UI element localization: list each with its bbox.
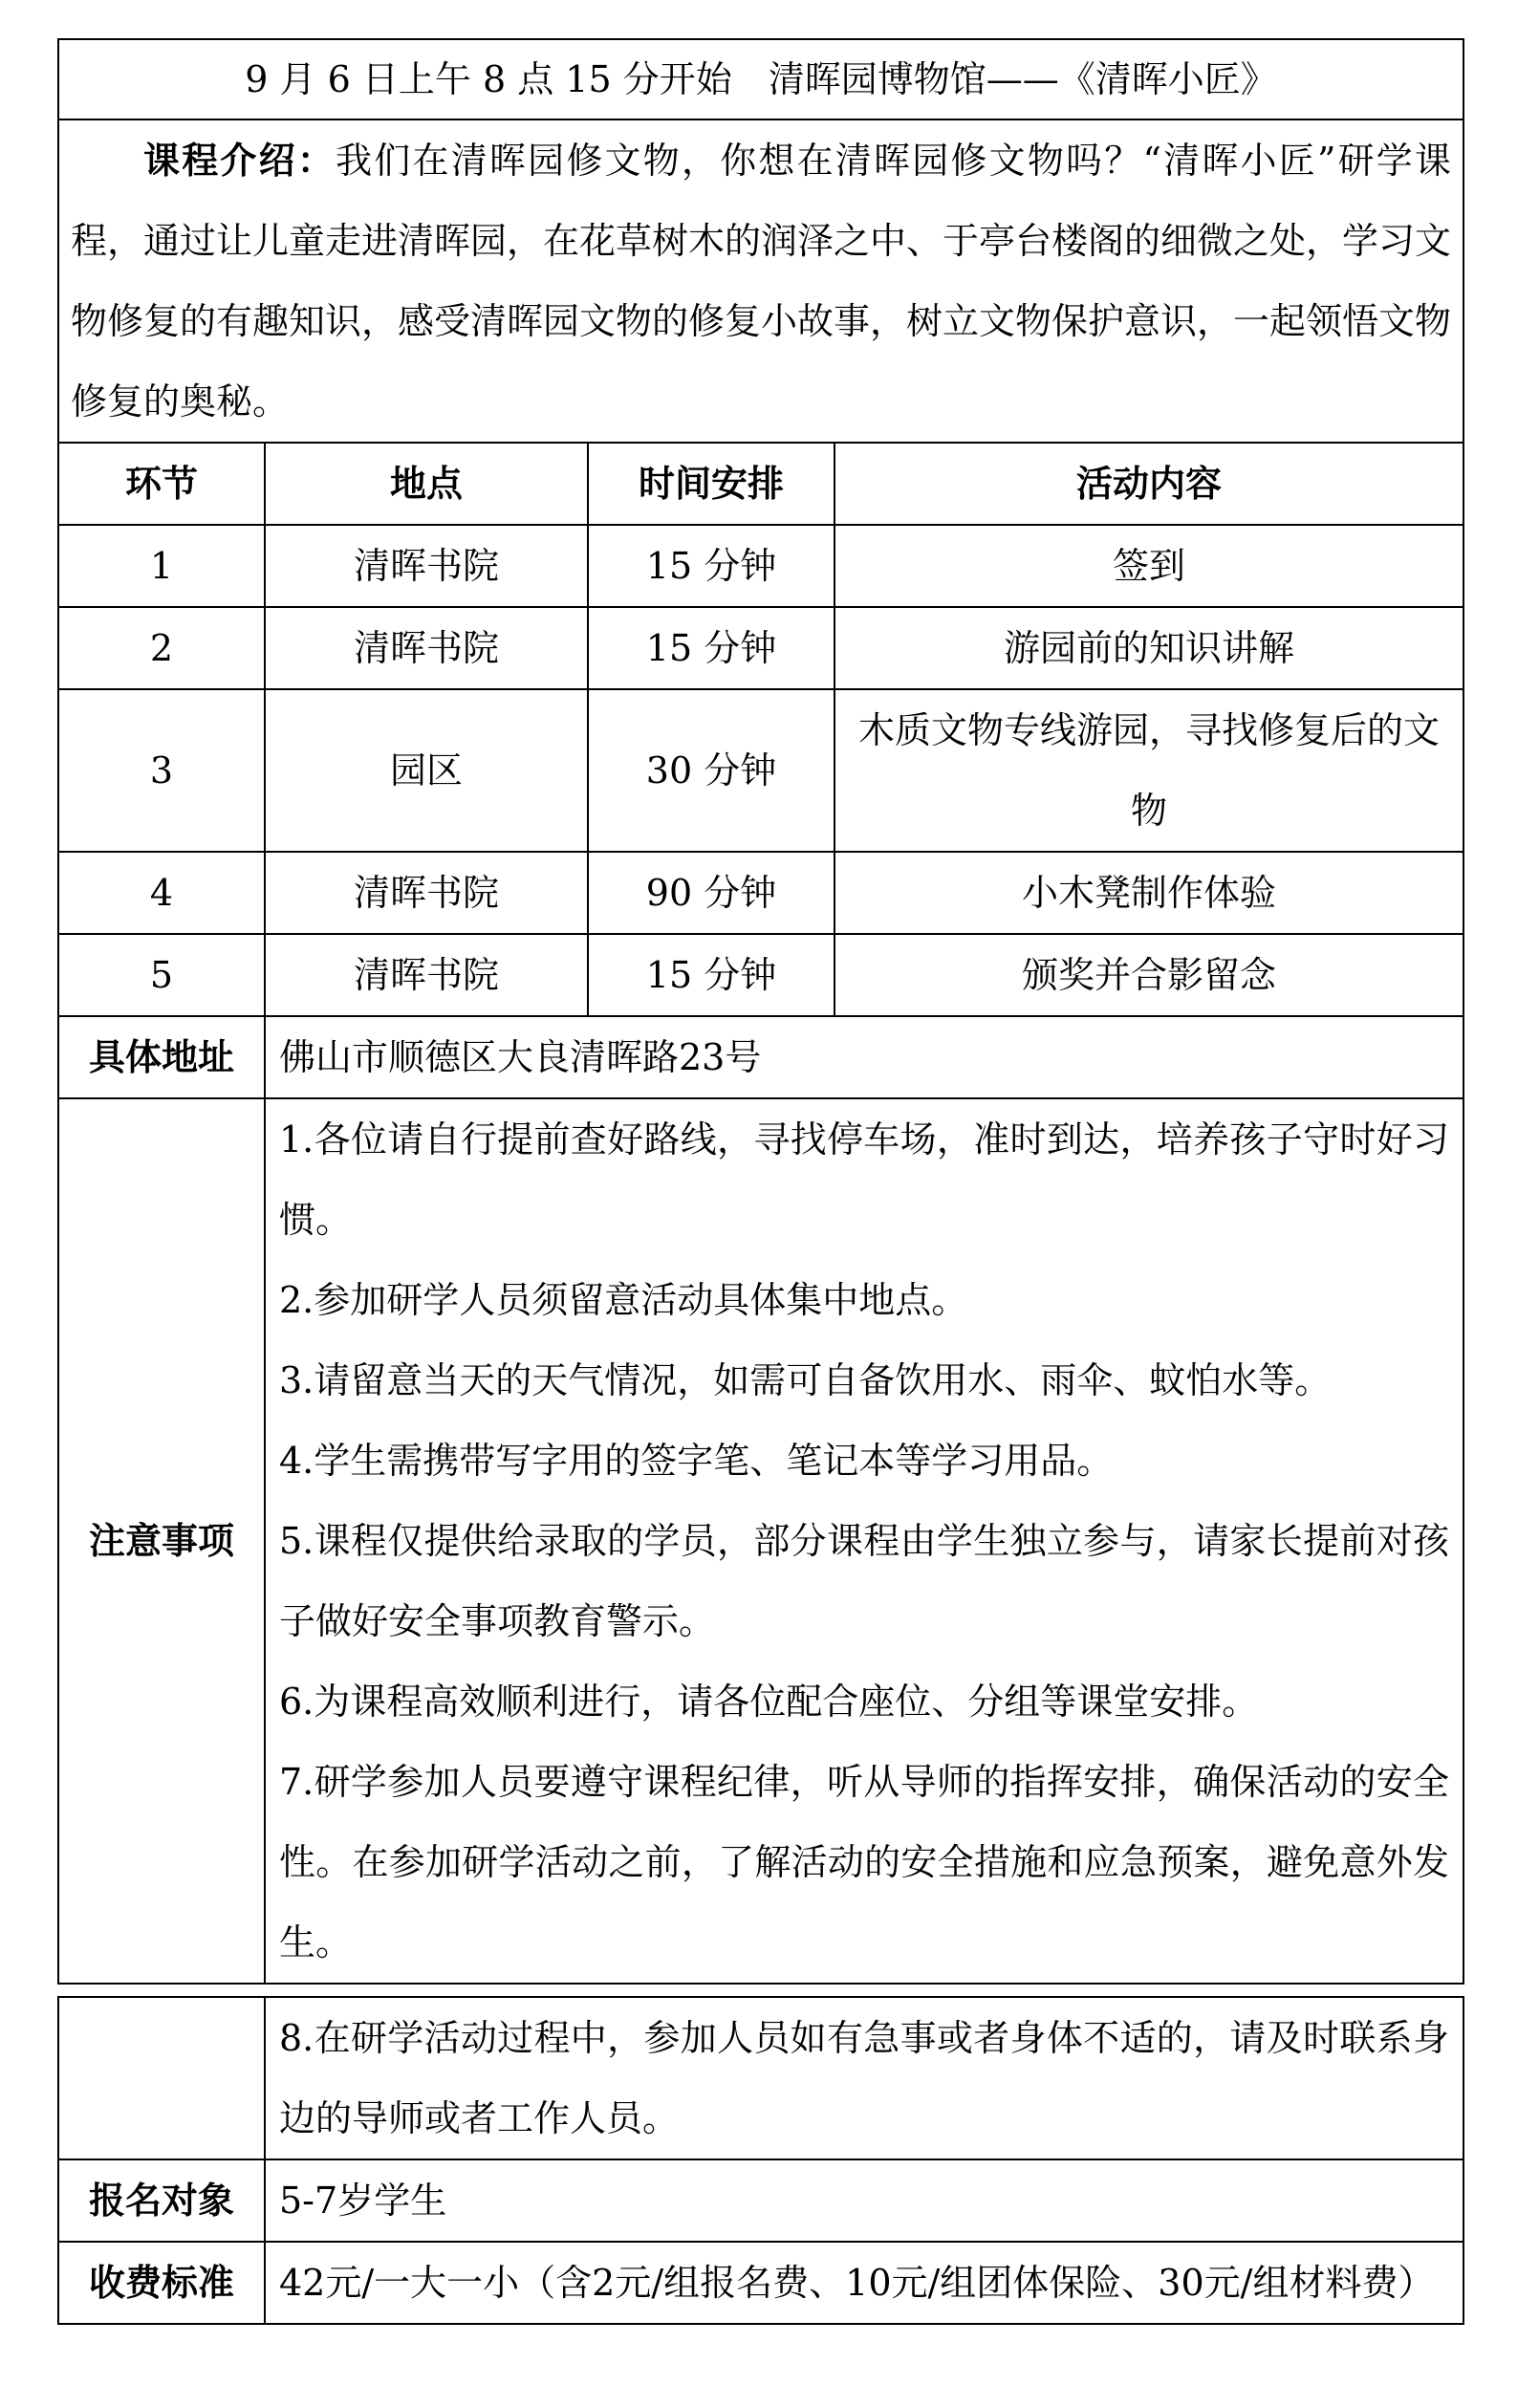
- row-step: 1: [58, 525, 265, 607]
- row-place: 清晖书院: [265, 852, 588, 934]
- address-value: 佛山市顺德区大良清晖路23号: [265, 1016, 1463, 1098]
- row-step: 2: [58, 607, 265, 689]
- row-step: 4: [58, 852, 265, 934]
- fee-label: 收费标准: [58, 2242, 265, 2324]
- note-item: 1.各位请自行提前查好路线，寻找停车场，准时到达，培养孩子守时好习惯。: [279, 1118, 1450, 1241]
- course-intro: [58, 119, 1463, 443]
- course-intro-text: 我们在清晖园修文物，你想在清晖园修文物吗？“清晖小匠”研学课程，通过让儿童走进清晖园，在花草树木的润泽之中、于亭台楼阁的细微之处，学习文物修复的有趣知识，感受清晖园文物的修复小故事，树立文物保护意识，一起领悟文物修复的奥秘。: [71, 140, 1452, 423]
- notes-row: [58, 1098, 1463, 1984]
- address-row: [58, 1016, 1463, 1098]
- course-intro-label: 课程介绍：: [143, 139, 336, 182]
- row-place: 清晖书院: [265, 934, 588, 1016]
- row-step: 3: [58, 689, 265, 852]
- row-activity: 小木凳制作体验: [834, 852, 1463, 934]
- schedule-table-continued: [57, 1996, 1464, 2325]
- document: [57, 38, 1463, 2325]
- schedule-table-main: [57, 38, 1464, 1985]
- row-place: 清晖书院: [265, 607, 588, 689]
- header-time: 时间安排: [588, 443, 834, 525]
- target-value: 5-7岁学生: [265, 2159, 1463, 2242]
- note-item: 2.参加研学人员须留意活动具体集中地点。: [279, 1279, 968, 1321]
- note-item: 4.学生需携带写字用的签字笔、笔记本等学习用品。: [279, 1440, 1114, 1482]
- note-item: 5.课程仅提供给录取的学员，部分课程由学生独立参与，请家长提前对孩子做好安全事项教育警示。: [279, 1520, 1450, 1642]
- table-row: [58, 689, 1463, 852]
- header-step: 环节: [58, 443, 265, 525]
- row-activity: 颁奖并合影留念: [834, 934, 1463, 1016]
- row-activity: 签到: [834, 525, 1463, 607]
- row-activity: 木质文物专线游园，寻找修复后的文物: [834, 689, 1463, 852]
- note-item: 6.为课程高效顺利进行，请各位配合座位、分组等课堂安排。: [279, 1681, 1259, 1723]
- notes-list: [265, 1098, 1463, 1984]
- page-break-gap: [57, 1985, 1463, 1996]
- address-label: 具体地址: [58, 1016, 265, 1098]
- table-row: [58, 607, 1463, 689]
- header-activity: 活动内容: [834, 443, 1463, 525]
- note-item: 7.研学参加人员要遵守课程纪律，听从导师的指挥安排，确保活动的安全性。在参加研学活动之前，了解活动的安全措施和应急预案，避免意外发生。: [279, 1761, 1450, 1963]
- row-place: 清晖书院: [265, 525, 588, 607]
- row-step: 5: [58, 934, 265, 1016]
- row-activity: 游园前的知识讲解: [834, 607, 1463, 689]
- schedule-header-row: [58, 443, 1463, 525]
- fee-row: [58, 2242, 1463, 2324]
- row-time: 15 分钟: [588, 525, 834, 607]
- notes-continued-label: [58, 1997, 265, 2159]
- note-item: 3.请留意当天的天气情况，如需可自备饮用水、雨伞、蚊怕水等。: [279, 1359, 1332, 1401]
- table-row: [58, 934, 1463, 1016]
- note-item: 8.在研学活动过程中，参加人员如有急事或者身体不适的，请及时联系身边的导师或者工作人员。: [265, 1997, 1463, 2159]
- row-time: 15 分钟: [588, 607, 834, 689]
- row-time: 15 分钟: [588, 934, 834, 1016]
- notes-continued-row: [58, 1997, 1463, 2159]
- table-row: [58, 525, 1463, 607]
- target-label: 报名对象: [58, 2159, 265, 2242]
- target-row: [58, 2159, 1463, 2242]
- row-time: 30 分钟: [588, 689, 834, 852]
- table-row: [58, 852, 1463, 934]
- row-place: 园区: [265, 689, 588, 852]
- notes-label: 注意事项: [58, 1098, 265, 1984]
- header-place: 地点: [265, 443, 588, 525]
- fee-value: 42元/一大一小（含2元/组报名费、10元/组团体保险、30元/组材料费）: [265, 2242, 1463, 2324]
- document-title: 9 月 6 日上午 8 点 15 分开始 清晖园博物馆——《清晖小匠》: [58, 39, 1463, 119]
- row-time: 90 分钟: [588, 852, 834, 934]
